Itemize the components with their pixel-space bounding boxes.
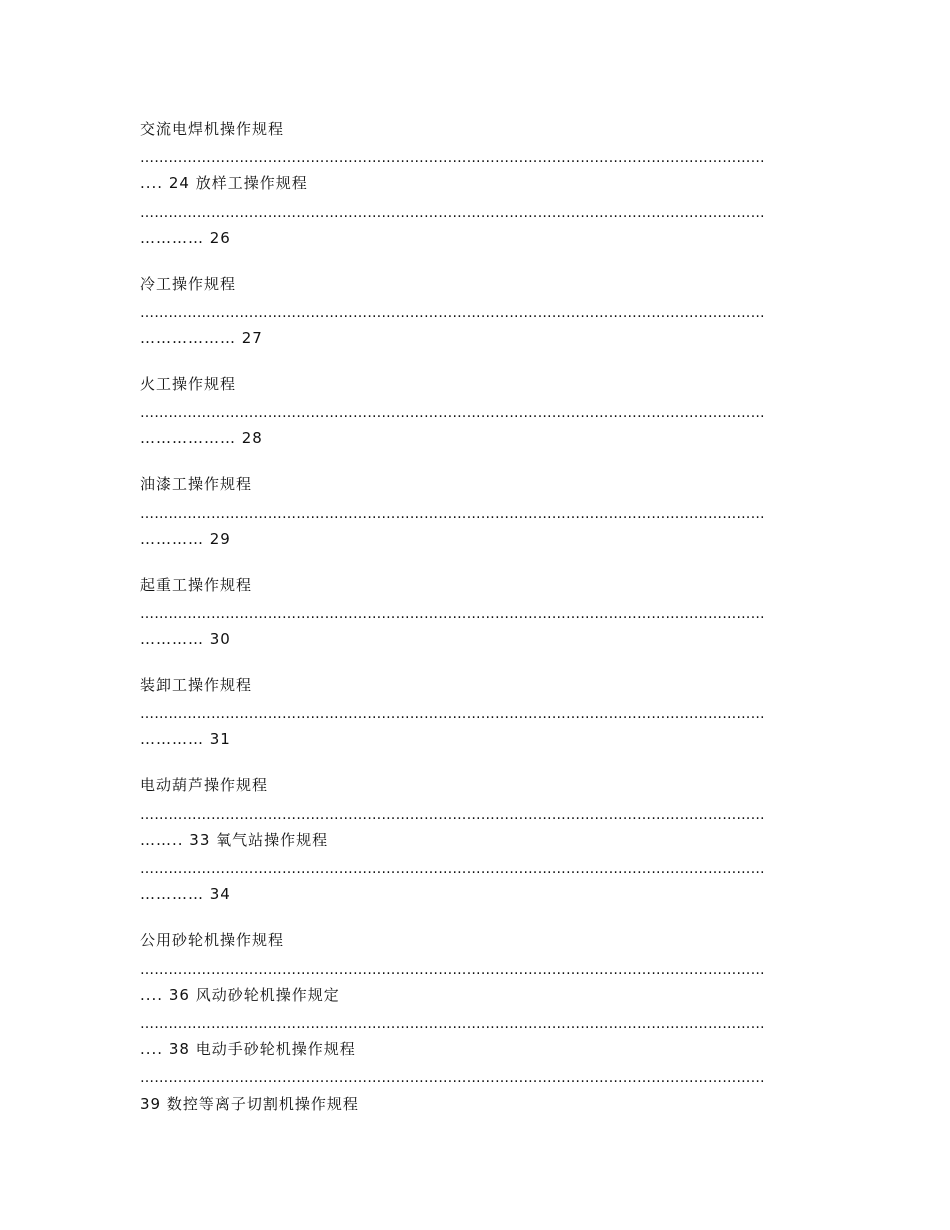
toc-entry-page: ………… 31: [140, 730, 231, 748]
toc-entry-page: ………… 26: [140, 229, 231, 247]
toc-entry-title: 起重工操作规程: [140, 576, 253, 594]
toc-leader-dots: ……………………………………………………………………………………………………………………: [140, 205, 765, 221]
toc-leader-dots: ……………………………………………………………………………………………………………………: [140, 405, 765, 421]
toc-leader-dots: ……………………………………………………………………………………………………………………: [140, 606, 765, 622]
toc-entry-title: 公用砂轮机操作规程: [140, 931, 285, 949]
toc-leader-dots: ……………………………………………………………………………………………………………………: [140, 962, 765, 978]
toc-entry-title: 冷工操作规程: [140, 275, 237, 293]
toc-leader-dots: ……………………………………………………………………………………………………………………: [140, 506, 765, 522]
toc-entry-page: ………… 29: [140, 530, 231, 548]
toc-entry-page-and-title: .... 36 风动砂轮机操作规定: [140, 986, 340, 1004]
toc-entry-title: 交流电焊机操作规程: [140, 120, 285, 138]
toc-entry-page: ………… 34: [140, 885, 231, 903]
toc-leader-dots: ……………………………………………………………………………………………………………………: [140, 150, 765, 166]
toc-leader-dots: ……………………………………………………………………………………………………………………: [140, 861, 765, 877]
toc-leader-dots: ……………………………………………………………………………………………………………………: [140, 1070, 765, 1086]
toc-entry-page: ……………… 27: [140, 329, 263, 347]
toc-leader-dots: ……………………………………………………………………………………………………………………: [140, 305, 765, 321]
toc-entry-title: 火工操作规程: [140, 375, 237, 393]
toc-leader-dots: ……………………………………………………………………………………………………………………: [140, 706, 765, 722]
toc-entry-title: 油漆工操作规程: [140, 475, 253, 493]
toc-entry-page-and-title: 39 数控等离子切割机操作规程: [140, 1095, 359, 1113]
toc-entry-page: ………… 30: [140, 630, 231, 648]
toc-entry-page-and-title: .... 24 放样工操作规程: [140, 174, 308, 192]
toc-entry-title: 装卸工操作规程: [140, 676, 253, 694]
toc-entry-page-and-title: .... 38 电动手砂轮机操作规程: [140, 1040, 356, 1058]
toc-entry-title: 电动葫芦操作规程: [140, 776, 269, 794]
toc-entry-page: ……………… 28: [140, 429, 263, 447]
toc-leader-dots: ……………………………………………………………………………………………………………………: [140, 1016, 765, 1032]
toc-leader-dots: ……………………………………………………………………………………………………………………: [140, 807, 765, 823]
toc-entry-page-and-title: …….. 33 氧气站操作规程: [140, 831, 329, 849]
